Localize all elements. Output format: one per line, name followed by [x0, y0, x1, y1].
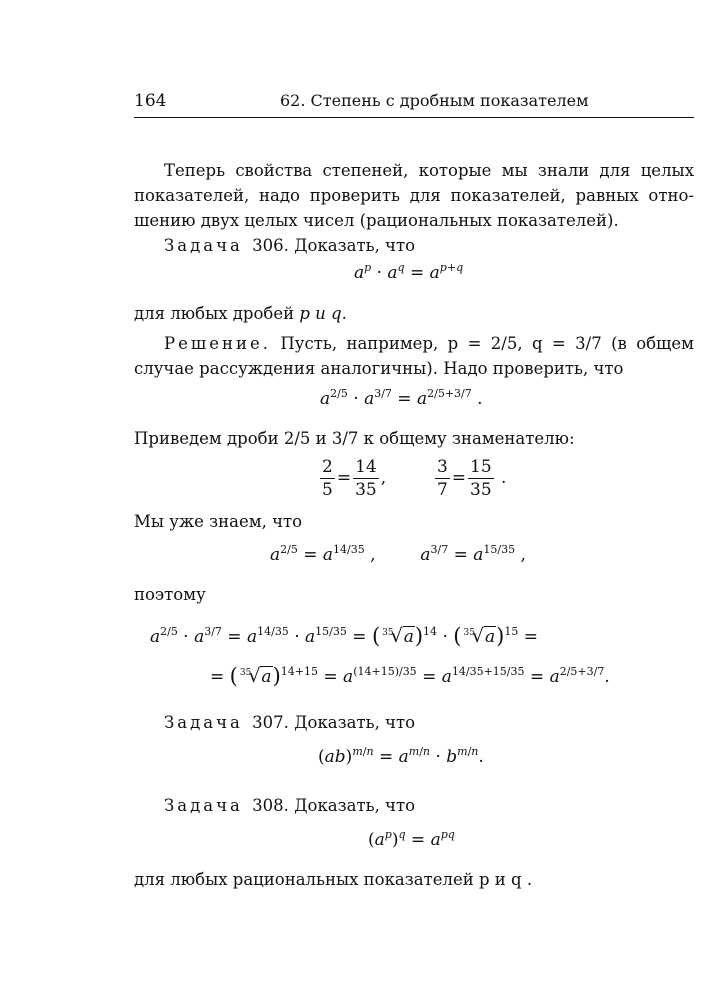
formula-chain-line-2: = ( $^{35}√a)^{14+15} = a^{(14+15)/35} = a^{14/35+15/35} = a^{2/5+3/7}$.: [210, 664, 610, 688]
common-denominator-text: Приведем дроби 2/5 и 3/7 к общему знаменателю:: [134, 429, 575, 448]
task-number: 307.: [252, 713, 289, 732]
page-number: 164: [134, 91, 167, 111]
formula-solution: $a^{2/5} \cdot a^{3/7} = a^{2/5+3/7}$ .: [320, 387, 483, 409]
solution-line-1: [164, 331, 694, 356]
task-306-heading: [164, 233, 724, 258]
formula-chain-line-1: $a^{2/5} \cdot a^{3/7} = a^{14/35} \cdot a^{15/35}$ = ( $^{35}$√a)$^{14}$ · ( $^{35}$√a)$^{15}$ =: [150, 624, 539, 648]
frac-2-num: 3: [436, 457, 448, 477]
task-number: 306.: [252, 236, 289, 255]
task-label: Задача: [164, 713, 243, 732]
known-text: Мы уже знаем, что: [134, 512, 303, 531]
formula-307: $(ab)^{m/n} = a^{m/n} \cdot b^{m/n}$.: [318, 745, 484, 767]
formula-known: $a^{2/5} = a^{14/35}$ , $a^{3/7} = a^{15/35}$ ,: [270, 543, 526, 565]
task-number: 308.: [252, 796, 289, 815]
intro-line-1: Теперь свойства степеней, которые мы знали для целых: [164, 161, 694, 180]
frac-1-den: 5: [322, 480, 333, 500]
frac-1-rhs-den: 35: [355, 480, 377, 500]
task-308-heading: [164, 793, 724, 818]
task-307-heading: [164, 710, 724, 735]
running-header-title: 62. Степень с дробным показателем: [280, 91, 589, 110]
frac-1-rhs-num: 14: [355, 457, 377, 477]
solution-line-1-rest: Пусть, например, p = 2/5, q = 3/7 (в общем: [280, 334, 694, 353]
intro-line-2: показателей, надо проверить для показателей, равных отно-: [134, 186, 694, 205]
frac-2-den: 7: [436, 480, 448, 500]
task-statement: Доказать, что: [294, 236, 416, 255]
task-label: Задача: [164, 796, 243, 815]
intro-line-3: шению двух целых чисел (рациональных показателей).: [134, 211, 619, 230]
solution-label: Решение.: [164, 334, 271, 353]
header-rule: [134, 117, 694, 118]
therefore-text: поэтому: [134, 585, 206, 604]
frac-2-rhs-den: 35: [470, 480, 492, 500]
task-label: Задача: [164, 236, 243, 255]
frac-2-rhs-num: 15: [470, 457, 492, 477]
task-308-after: для любых рациональных показателей p и q .: [134, 870, 533, 889]
frac-1-num: 2: [322, 457, 333, 477]
task-statement: Доказать, что: [294, 713, 416, 732]
task-306-after-text: для любых дробей: [134, 304, 295, 323]
task-306-after: [134, 301, 694, 326]
fraction-equations: $\frac{2}{5}$ = $\frac{14}{35}$ , $\frac{3}{7}$ = $\frac{15}{35}$ .: [322, 457, 507, 500]
formula-308: $(a^p)^q = a^{pq}$: [368, 828, 455, 850]
formula-306: $a^p \cdot a^q = a^{p+q}$: [354, 261, 464, 283]
solution-line-2: случае рассуждения аналогичны). Надо проверить, что: [134, 359, 624, 378]
task-306-vars: p и q.: [299, 304, 347, 323]
task-statement: Доказать, что: [294, 796, 416, 815]
